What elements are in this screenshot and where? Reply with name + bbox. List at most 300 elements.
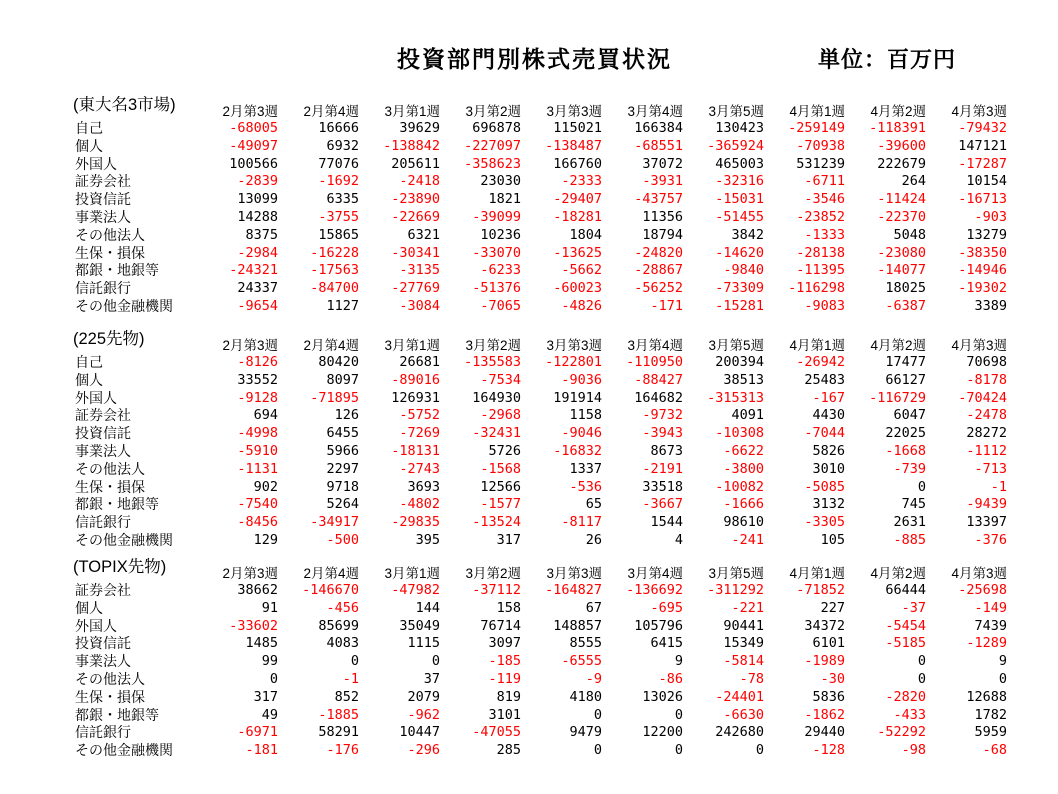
header-row: [73, 326, 1007, 354]
value-cell: 99: [261, 653, 278, 670]
week-header: 3月第1週: [384, 338, 440, 353]
value-cell: -47982: [391, 582, 440, 598]
value-cell: -1131: [237, 460, 278, 477]
table-row: [73, 425, 1007, 443]
header-row: [73, 554, 1007, 582]
week-header: 2月第3週: [222, 104, 278, 119]
table-row: [73, 689, 1007, 707]
value-cell: -33070: [472, 244, 521, 261]
value-cell: -52292: [877, 724, 926, 741]
value-cell: -1692: [318, 173, 359, 190]
value-cell: 4180: [569, 688, 602, 705]
value-cell: -11424: [877, 191, 926, 208]
value-cell: -73309: [715, 280, 764, 297]
value-cell: -1666: [723, 496, 764, 513]
row-label: 個人: [75, 137, 103, 154]
value-cell: -51455: [715, 208, 764, 225]
value-cell: 10154: [966, 173, 1007, 190]
value-cell: -9083: [804, 297, 845, 314]
value-cell: 3097: [488, 635, 521, 652]
value-cell: -1: [342, 670, 359, 687]
value-cell: 5959: [974, 724, 1007, 741]
value-cell: 3010: [812, 460, 845, 477]
row-label: その他金融機関: [75, 297, 173, 314]
value-cell: -23080: [877, 244, 926, 261]
week-header: 4月第1週: [789, 338, 845, 353]
value-cell: -68005: [229, 120, 278, 136]
value-cell: -14077: [877, 262, 926, 279]
value-cell: -5662: [561, 262, 602, 279]
value-cell: 23030: [480, 173, 521, 190]
value-cell: 0: [917, 653, 926, 670]
table-row: [73, 618, 1007, 636]
value-cell: 0: [431, 653, 440, 670]
row-label: 信託銀行: [75, 514, 131, 531]
value-cell: 126: [334, 407, 359, 424]
table-row: [73, 671, 1007, 689]
value-cell: 1804: [569, 226, 602, 243]
header-row: [73, 92, 1007, 120]
table-row: [73, 514, 1007, 532]
value-cell: -185: [488, 653, 521, 670]
value-cell: -25698: [958, 582, 1007, 598]
table-row: [73, 443, 1007, 461]
value-cell: 0: [917, 478, 926, 495]
value-cell: 0: [674, 706, 683, 723]
value-cell: 465003: [715, 155, 764, 172]
value-cell: -26942: [796, 354, 845, 370]
value-cell: -14946: [958, 262, 1007, 279]
value-cell: -37112: [472, 582, 521, 598]
value-cell: -79432: [958, 120, 1007, 136]
value-cell: 1782: [974, 706, 1007, 723]
value-cell: 1544: [650, 514, 683, 531]
table-row: [73, 262, 1007, 280]
table-row: [73, 138, 1007, 156]
value-cell: -903: [974, 208, 1007, 225]
value-cell: -7269: [399, 425, 440, 442]
value-cell: -28138: [796, 244, 845, 261]
row-label: 生保・損保: [75, 688, 145, 705]
value-cell: -456: [326, 599, 359, 616]
value-cell: -5814: [723, 653, 764, 670]
row-label: 事業法人: [75, 442, 131, 459]
value-cell: 531239: [796, 155, 845, 172]
value-cell: 166760: [553, 155, 602, 172]
value-cell: -5752: [399, 407, 440, 424]
table-row: [73, 120, 1007, 138]
row-label: 投資信託: [75, 635, 131, 652]
table-row: [73, 582, 1007, 600]
value-cell: -16713: [958, 191, 1007, 208]
value-cell: 0: [998, 670, 1007, 687]
value-cell: -23852: [796, 208, 845, 225]
value-cell: -3943: [642, 425, 683, 442]
row-label: 生保・損保: [75, 478, 145, 495]
section-label-cell: [73, 326, 197, 354]
value-cell: -49097: [229, 137, 278, 154]
value-cell: -98: [901, 742, 926, 759]
value-cell: -3084: [399, 297, 440, 314]
value-cell: 25483: [804, 371, 845, 388]
value-cell: 38513: [723, 371, 764, 388]
week-header: 3月第3週: [546, 338, 602, 353]
value-cell: -116298: [788, 280, 845, 297]
value-cell: 29440: [804, 724, 845, 741]
value-cell: -7044: [804, 425, 845, 442]
value-cell: -15281: [715, 297, 764, 314]
value-cell: -19302: [958, 280, 1007, 297]
value-cell: -713: [974, 460, 1007, 477]
value-cell: -9840: [723, 262, 764, 279]
value-cell: -365924: [707, 137, 764, 154]
value-cell: -60023: [553, 280, 602, 297]
value-cell: -8126: [237, 354, 278, 370]
value-cell: 8673: [650, 442, 683, 459]
value-cell: 222679: [877, 155, 926, 172]
row-label: 証券会社: [75, 582, 131, 598]
value-cell: 85699: [318, 617, 359, 634]
value-cell: -2984: [237, 244, 278, 261]
value-cell: -6233: [480, 262, 521, 279]
value-cell: -70424: [958, 389, 1007, 406]
value-cell: 0: [593, 706, 602, 723]
value-cell: -1568: [480, 460, 521, 477]
value-cell: 10447: [399, 724, 440, 741]
value-cell: 8097: [326, 371, 359, 388]
section-table-2: [73, 326, 1007, 550]
value-cell: 5726: [488, 442, 521, 459]
week-header: 4月第1週: [789, 104, 845, 119]
value-cell: 4: [674, 531, 683, 548]
value-cell: 34372: [804, 617, 845, 634]
value-cell: 2079: [407, 688, 440, 705]
value-cell: 13099: [237, 191, 278, 208]
section-label-cell: [73, 554, 197, 582]
value-cell: -176: [326, 742, 359, 759]
table-row: [73, 156, 1007, 174]
value-cell: -128: [812, 742, 845, 759]
value-cell: -1112: [966, 442, 1007, 459]
value-cell: -7534: [480, 371, 521, 388]
value-cell: -39099: [472, 208, 521, 225]
value-cell: 39629: [399, 120, 440, 136]
section-table-1: [73, 92, 1007, 316]
value-cell: 164930: [472, 389, 521, 406]
value-cell: -138842: [383, 137, 440, 154]
value-cell: -51376: [472, 280, 521, 297]
value-cell: -2968: [480, 407, 521, 424]
value-cell: 13026: [642, 688, 683, 705]
value-cell: -2839: [237, 173, 278, 190]
value-cell: -24820: [634, 244, 683, 261]
row-label: 信託銀行: [75, 724, 131, 741]
value-cell: -8178: [966, 371, 1007, 388]
row-label: 外国人: [75, 155, 117, 172]
value-cell: -1577: [480, 496, 521, 513]
value-cell: 6455: [326, 425, 359, 442]
value-cell: 285: [496, 742, 521, 759]
value-cell: -296: [407, 742, 440, 759]
week-header: 4月第2週: [870, 338, 926, 353]
value-cell: 5826: [812, 442, 845, 459]
value-cell: -4826: [561, 297, 602, 314]
value-cell: -181: [245, 742, 278, 759]
value-cell: -17563: [310, 262, 359, 279]
value-cell: -3667: [642, 496, 683, 513]
value-cell: -27769: [391, 280, 440, 297]
value-cell: -71895: [310, 389, 359, 406]
value-cell: -28867: [634, 262, 683, 279]
value-cell: -3755: [318, 208, 359, 225]
value-cell: -6971: [237, 724, 278, 741]
value-cell: -34917: [310, 514, 359, 531]
week-header: 2月第3週: [222, 338, 278, 353]
value-cell: -1989: [804, 653, 845, 670]
value-cell: -118391: [869, 120, 926, 136]
value-cell: -227097: [464, 137, 521, 154]
value-cell: 5264: [326, 496, 359, 513]
row-label: 事業法人: [75, 208, 131, 225]
value-cell: -122801: [545, 354, 602, 370]
value-cell: -9: [585, 670, 602, 687]
value-cell: 66127: [885, 371, 926, 388]
value-cell: 0: [917, 670, 926, 687]
value-cell: -9732: [642, 407, 683, 424]
value-cell: 66444: [885, 582, 926, 598]
value-cell: 158: [496, 599, 521, 616]
value-cell: 9: [998, 653, 1007, 670]
section-table-3: [73, 554, 1007, 760]
table-row: [73, 354, 1007, 372]
value-cell: -23890: [391, 191, 440, 208]
value-cell: -30: [820, 670, 845, 687]
value-cell: 147121: [958, 137, 1007, 154]
value-cell: 8555: [569, 635, 602, 652]
value-cell: 12200: [642, 724, 683, 741]
table-row: [73, 209, 1007, 227]
value-cell: 77076: [318, 155, 359, 172]
value-cell: 35049: [399, 617, 440, 634]
value-cell: 242680: [715, 724, 764, 741]
value-cell: 12688: [966, 688, 1007, 705]
week-header: 4月第2週: [870, 566, 926, 581]
value-cell: -32316: [715, 173, 764, 190]
value-cell: 745: [901, 496, 926, 513]
value-cell: -7065: [480, 297, 521, 314]
value-cell: 5966: [326, 442, 359, 459]
value-cell: -18131: [391, 442, 440, 459]
row-label: 都銀・地銀等: [75, 262, 159, 279]
value-cell: 227: [820, 599, 845, 616]
value-cell: 105796: [634, 617, 683, 634]
value-cell: 80420: [318, 354, 359, 370]
value-cell: 164682: [634, 389, 683, 406]
value-cell: 2631: [893, 514, 926, 531]
week-header: 3月第4週: [627, 338, 683, 353]
value-cell: -15031: [715, 191, 764, 208]
value-cell: -13625: [553, 244, 602, 261]
value-cell: -433: [893, 706, 926, 723]
value-cell: 100566: [229, 155, 278, 172]
value-cell: -2418: [399, 173, 440, 190]
row-label: 都銀・地銀等: [75, 706, 159, 723]
value-cell: -9654: [237, 297, 278, 314]
week-header: 3月第3週: [546, 104, 602, 119]
week-header: 4月第3週: [951, 338, 1007, 353]
value-cell: -6622: [723, 442, 764, 459]
row-label: 外国人: [75, 389, 117, 406]
row-label: その他金融機関: [75, 531, 173, 548]
value-cell: 91: [261, 599, 278, 616]
value-cell: -88427: [634, 371, 683, 388]
value-cell: 6335: [326, 191, 359, 208]
value-cell: -43757: [634, 191, 683, 208]
value-cell: 6321: [407, 226, 440, 243]
value-cell: -149: [974, 599, 1007, 616]
value-cell: 115021: [553, 120, 602, 136]
value-cell: 2297: [326, 460, 359, 477]
value-cell: 4091: [731, 407, 764, 424]
week-header: 3月第4週: [627, 566, 683, 581]
row-label: 自己: [75, 120, 103, 136]
value-cell: 15865: [318, 226, 359, 243]
value-cell: 4430: [812, 407, 845, 424]
value-cell: -3800: [723, 460, 764, 477]
table-row: [73, 245, 1007, 263]
value-cell: -29835: [391, 514, 440, 531]
value-cell: -13524: [472, 514, 521, 531]
value-cell: 129: [253, 531, 278, 548]
value-cell: 26: [585, 531, 602, 548]
value-cell: -30341: [391, 244, 440, 261]
value-cell: 264: [901, 173, 926, 190]
value-cell: -56252: [634, 280, 683, 297]
value-cell: 200394: [715, 354, 764, 370]
row-label: その他法人: [75, 226, 145, 243]
week-header: 4月第1週: [789, 566, 845, 581]
value-cell: 17477: [885, 354, 926, 370]
value-cell: -500: [326, 531, 359, 548]
value-cell: 15349: [723, 635, 764, 652]
value-cell: -9036: [561, 371, 602, 388]
value-cell: 37: [423, 670, 440, 687]
value-cell: -84700: [310, 280, 359, 297]
value-cell: -116729: [869, 389, 926, 406]
value-cell: 1337: [569, 460, 602, 477]
value-cell: 148857: [553, 617, 602, 634]
row-label: 証券会社: [75, 173, 131, 190]
value-cell: 6047: [893, 407, 926, 424]
value-cell: 0: [674, 742, 683, 759]
week-header: 3月第1週: [384, 104, 440, 119]
value-cell: 6932: [326, 137, 359, 154]
value-cell: 6101: [812, 635, 845, 652]
value-cell: -1862: [804, 706, 845, 723]
value-cell: 18794: [642, 226, 683, 243]
value-cell: 8375: [245, 226, 278, 243]
value-cell: -3305: [804, 514, 845, 531]
value-cell: -5910: [237, 442, 278, 459]
value-cell: 1485: [245, 635, 278, 652]
table-row: [73, 600, 1007, 618]
value-cell: 18025: [885, 280, 926, 297]
value-cell: -536: [569, 478, 602, 495]
value-cell: -22669: [391, 208, 440, 225]
value-cell: -6555: [561, 653, 602, 670]
value-cell: -17287: [958, 155, 1007, 172]
table-row: [73, 191, 1007, 209]
value-cell: -39600: [877, 137, 926, 154]
value-cell: 58291: [318, 724, 359, 741]
week-header: 4月第2週: [870, 104, 926, 119]
unit-label: 単位：百万円: [818, 47, 957, 72]
value-cell: -358623: [464, 155, 521, 172]
value-cell: 11356: [642, 208, 683, 225]
value-cell: 0: [350, 653, 359, 670]
value-cell: 3389: [974, 297, 1007, 314]
value-cell: -6387: [885, 297, 926, 314]
value-cell: 33518: [642, 478, 683, 495]
value-cell: -7540: [237, 496, 278, 513]
row-label: 証券会社: [75, 407, 131, 424]
value-cell: 26681: [399, 354, 440, 370]
value-cell: -885: [893, 531, 926, 548]
table-row: [73, 496, 1007, 514]
section-label: (東大名3市場): [73, 96, 176, 114]
value-cell: -2478: [966, 407, 1007, 424]
value-cell: 696878: [472, 120, 521, 136]
value-cell: 24337: [237, 280, 278, 297]
value-cell: 9479: [569, 724, 602, 741]
value-cell: -1885: [318, 706, 359, 723]
value-cell: 33552: [237, 371, 278, 388]
value-cell: 3693: [407, 478, 440, 495]
table-row: [73, 280, 1007, 298]
value-cell: -241: [731, 531, 764, 548]
value-cell: -11395: [796, 262, 845, 279]
table-row: [73, 635, 1007, 653]
value-cell: -9046: [561, 425, 602, 442]
table-row: [73, 372, 1007, 390]
value-cell: 49: [261, 706, 278, 723]
week-header: 2月第4週: [303, 104, 359, 119]
table-row: [73, 227, 1007, 245]
row-label: その他法人: [75, 460, 145, 477]
value-cell: -135583: [464, 354, 521, 370]
value-cell: -1289: [966, 635, 1007, 652]
week-header: 3月第2週: [465, 566, 521, 581]
value-cell: 12566: [480, 478, 521, 495]
table-row: [73, 653, 1007, 671]
section-label: (225先物): [73, 330, 145, 348]
value-cell: 5836: [812, 688, 845, 705]
value-cell: -1: [990, 478, 1007, 495]
table-row: [73, 407, 1007, 425]
value-cell: -221: [731, 599, 764, 616]
value-cell: -68: [982, 742, 1007, 759]
value-cell: -9439: [966, 496, 1007, 513]
value-cell: -2743: [399, 460, 440, 477]
week-header: 3月第5週: [708, 338, 764, 353]
value-cell: -4802: [399, 496, 440, 513]
row-label: 投資信託: [75, 425, 131, 442]
value-cell: -14620: [715, 244, 764, 261]
value-cell: -8117: [561, 514, 602, 531]
row-label: 生保・損保: [75, 244, 145, 261]
value-cell: -9128: [237, 389, 278, 406]
value-cell: 126931: [391, 389, 440, 406]
